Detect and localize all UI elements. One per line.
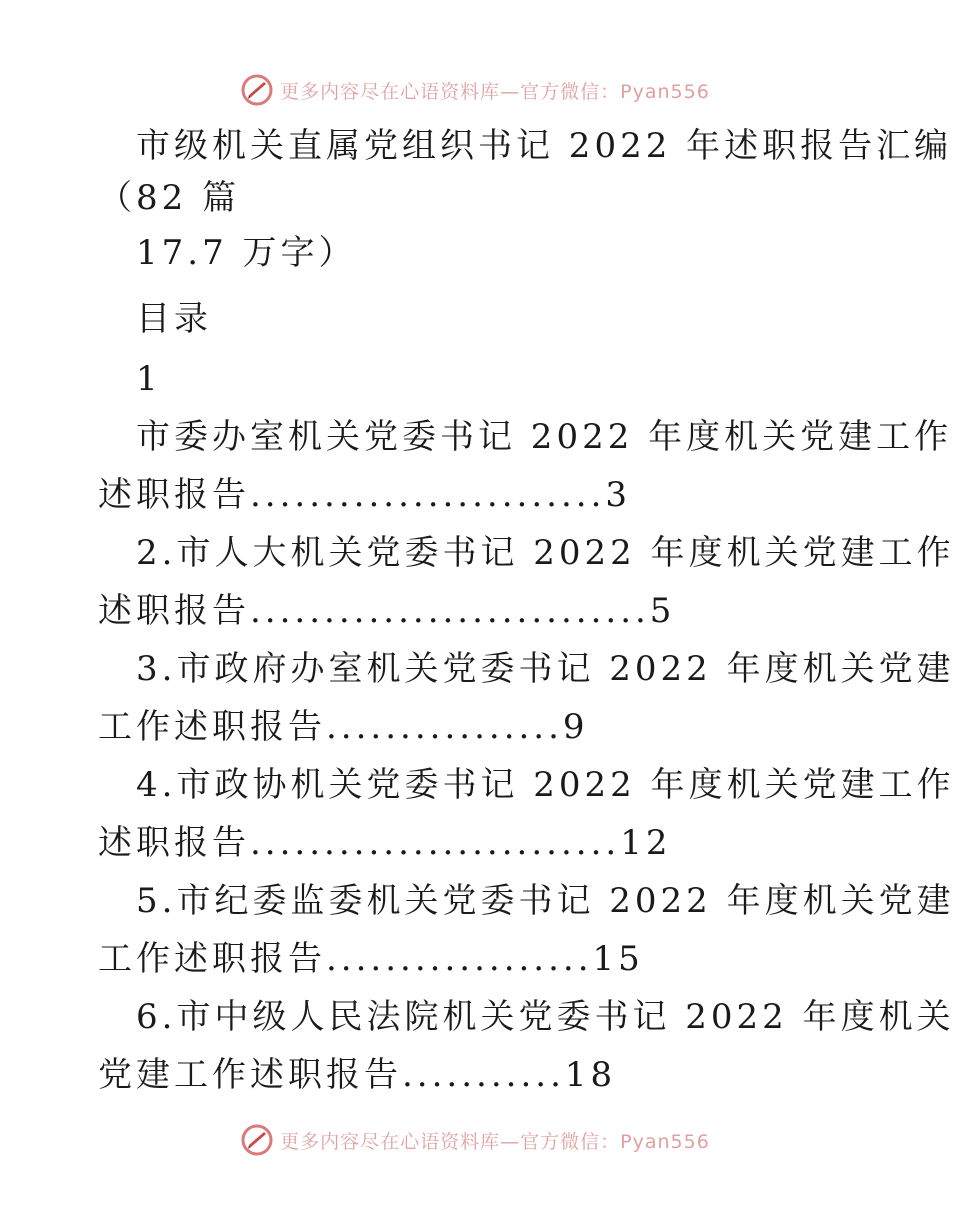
toc-entry-line-2: 工作述职报告................9: [98, 707, 589, 747]
watermark-header: [0, 70, 950, 110]
watermark-text: 更多内容尽在心语资料库—官方微信：Pyan556: [280, 1130, 710, 1153]
watermark-footer: [0, 1120, 950, 1160]
toc-entry-line-1: 3.市政府办室机关党委书记 2022 年度机关党建: [136, 649, 955, 689]
toc-entry[interactable]: [98, 408, 953, 524]
toc-entry-line-1: 4.市政协机关党委书记 2022 年度机关党建工作: [136, 765, 955, 805]
document-title-line-2: （82 篇: [98, 178, 241, 218]
toc-entry-line-1: 2.市人大机关党委书记 2022 年度机关党建工作: [136, 533, 955, 573]
toc-entry-line-2: 工作述职报告..................15: [98, 939, 644, 979]
toc-entry[interactable]: [98, 524, 955, 640]
brand-logo-icon: [240, 1123, 274, 1157]
document-title-line-3: 17.7 万字）: [136, 233, 357, 273]
toc-entry-line-1: 市委办室机关党委书记 2022 年度机关党建工作: [136, 417, 953, 457]
toc-entry-line-2: 述职报告.........................12: [98, 823, 672, 863]
toc-entry[interactable]: [98, 872, 955, 988]
brand-logo-icon: [240, 73, 274, 107]
toc-entry[interactable]: [98, 640, 955, 756]
toc-entry-line-1: 5.市纪委监委机关党委书记 2022 年度机关党建: [136, 881, 955, 921]
document-body: [98, 120, 955, 1104]
toc-entry[interactable]: [98, 756, 955, 872]
toc-entry[interactable]: [98, 988, 955, 1104]
toc-entry-line-2: 党建工作述职报告...........18: [98, 1055, 617, 1095]
toc-entry-line-2: 述职报告........................3: [98, 475, 632, 515]
watermark-text: 更多内容尽在心语资料库—官方微信：Pyan556: [280, 80, 710, 103]
toc-number: 1: [136, 359, 162, 399]
toc-heading: 目录: [136, 299, 212, 339]
toc-entry-line-2: 述职报告...........................5: [98, 591, 676, 631]
document-title-line-1: 市级机关直属党组织书记 2022 年述职报告汇编: [136, 126, 953, 166]
toc-entry-line-1: 6.市中级人民法院机关党委书记 2022 年度机关: [136, 997, 955, 1037]
